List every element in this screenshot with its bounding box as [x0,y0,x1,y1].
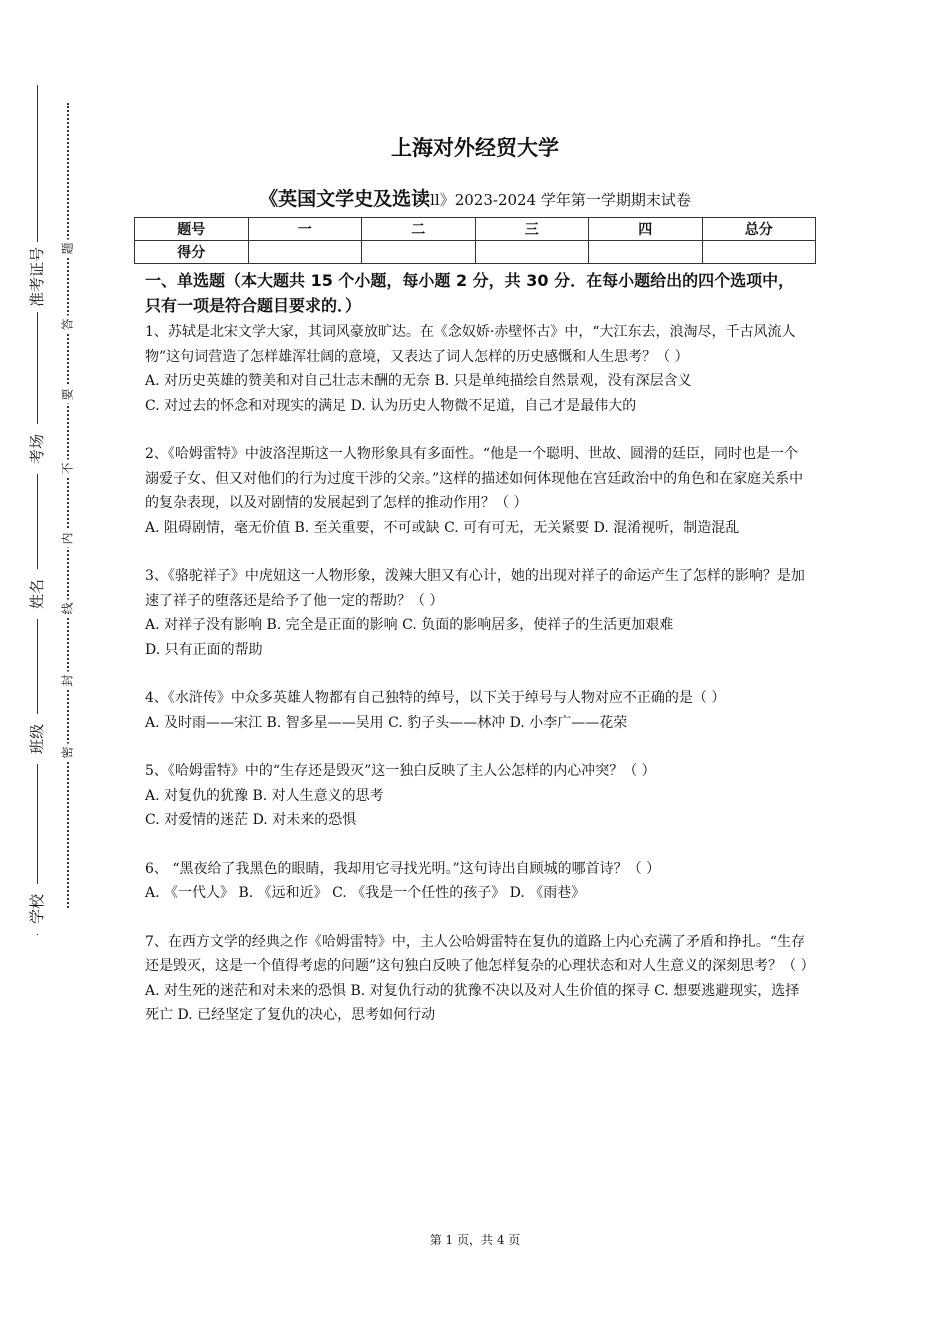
score-table-score-row [135,241,816,264]
score-cell [702,241,816,264]
question-options: D. 只有正面的帮助 [145,641,263,658]
score-header-cell: 总分 [702,218,816,241]
seal-char: 内 [59,530,76,548]
exam-title-bold: 《英国文学史及选读 [259,188,431,210]
question-5 [145,759,810,833]
question-1 [145,320,810,418]
seal-char: 封 [59,672,76,690]
question-stem: 7、在西方文学的经典之作《哈姆雷特》中，主人公哈姆雷特在复仇的道路上内心充满了矛盾和挣扎。“生存还是毁灭，这是一个值得考虑的问题”这句独白反映了他怎样复杂的心理状态和对人生意义的深刻思考？（ ） [145,933,815,974]
label-school: 学校 [28,884,46,934]
question-options: A. 对生死的迷茫和对未来的恐惧 B. 对复仇行动的犹豫不决以及对人生价值的探寻 C. 想要逃避现实，选择死亡 D. 已经坚定了复仇的决心，思考如何行动 [145,982,800,1023]
label-exam-number: 准考证号 [28,242,46,312]
seal-char: 密 [59,744,76,762]
question-stem: 3、《骆驼祥子》中虎妞这一人物形象，泼辣大胆又有心计，她的出现对祥子的命运产生了怎样的影响？是加速了祥子的堕落还是给予了他一定的帮助？（ ） [145,568,805,609]
label-name: 姓名 [28,569,46,619]
question-4 [145,686,810,735]
exam-content [145,268,815,1028]
question-options: C. 对爱情的迷茫 D. 对未来的恐惧 [145,812,357,828]
score-header-cell: 四 [589,218,703,241]
score-table-header-row [135,218,816,241]
question-stem: 4、《水浒传》中众多英雄人物都有自己独特的绰号，以下关于绰号与人物对应不正确的是（ ） [145,690,726,706]
score-table [134,217,816,264]
page-footer: 第 1 页，共 4 页 [429,1233,521,1247]
score-row-label: 得分 [135,241,249,264]
seal-char: 不 [59,460,76,478]
label-class: 班级 [28,714,46,764]
score-header-cell: 题号 [135,218,249,241]
score-header-cell: 二 [362,218,476,241]
score-header-cell: 一 [248,218,362,241]
question-7 [145,930,815,1028]
score-cell [248,241,362,264]
question-2 [145,442,810,540]
question-options: A. 《一代人》 B. 《远和近》 C. 《我是一个任性的孩子》 D. 《雨巷》 [145,885,586,901]
question-3 [145,564,810,662]
exam-title-rest: ll》2023-2024 学年第一学期期末试卷 [430,191,691,209]
sidebar-solid-line [37,85,38,935]
question-options: A. 对祥子没有影响 B. 完全是正面的影响 C. 负面的影响居多，使祥子的生活更加艰难 [145,617,674,633]
exam-title [0,184,950,211]
question-options: A. 及时雨——宋江 B. 智多星——吴用 C. 豹子头——林冲 D. 小李广——花荣 [145,714,628,731]
question-stem: 1、苏轼是北宋文学大家，其词风豪放旷达。在《念奴娇·赤壁怀古》中，“大江东去，浪淘尽，千古风流人物”这句词营造了怎样雄浑壮阔的意境，又表达了词人怎样的历史感慨和人生思考？（ ） [145,324,796,365]
question-stem: 5、《哈姆雷特》中的“生存还是毁灭”这一独白反映了主人公怎样的内心冲突？（ ） [145,763,656,779]
seal-char: 题 [59,240,76,258]
question-6 [145,857,810,906]
seal-char: 线 [59,600,76,618]
question-options: A. 对复仇的犹豫 B. 对人生意义的思考 [145,787,384,804]
seal-char: 答 [59,316,76,334]
question-options: A. 阻碍剧情，毫无价值 B. 至关重要，不可或缺 C. 可有可无，无关紧要 D. 混淆视听，制造混乱 [145,519,740,536]
score-cell [589,241,703,264]
score-header-cell: 三 [475,218,589,241]
question-options: C. 对过去的怀念和对现实的满足 D. 认为历史人物微不足道，自己才是最伟大的 [145,397,637,414]
question-stem: 2、《哈姆雷特》中波洛涅斯这一人物形象具有多面性。“他是一个聪明、世故、圆滑的廷臣，同时也是一个溺爱子女、但又对他们的行为过度干涉的父亲。”这样的描述如何体现他在宫廷政治中的角色和在家庭关系中的复杂表现，以及对剧情的发展起到了怎样的推动作用？（ ） [145,446,804,511]
score-cell [362,241,476,264]
seal-char: 要 [59,386,76,404]
label-exam-room: 考场 [28,424,46,474]
section-heading: 一、单选题（本大题共 15 个小题，每小题 2 分，共 30 分．在每小题给出的四个选项中，只有一项是符合题目要求的．） [145,271,795,315]
university-title: 上海对外经贸大学 [391,136,559,160]
question-stem: 6、 “黑夜给了我黑色的眼睛，我却用它寻找光明。”这句诗出自顾城的哪首诗？（ ） [145,860,661,877]
score-cell [475,241,589,264]
question-options: A. 对历史英雄的赞美和对自己壮志未酬的无奈 B. 只是单纯描绘自然景观，没有深层含义 [145,373,692,389]
sidebar-seal-line [67,103,69,908]
